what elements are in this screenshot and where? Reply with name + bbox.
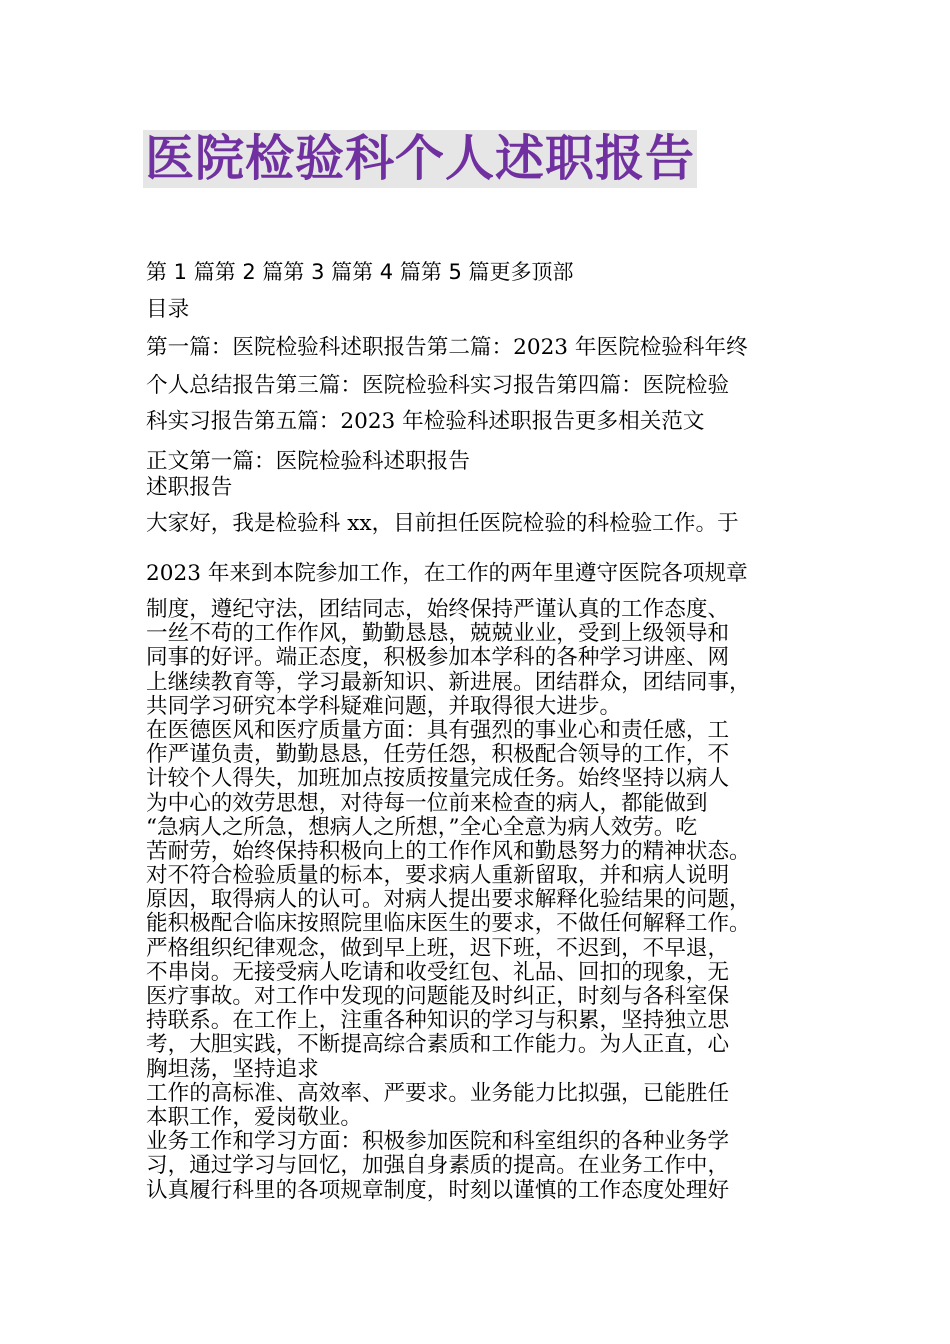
body-line: 共同学习研究本学科疑难问题，并取得很大进步。 — [146, 693, 622, 719]
body-line: 同事的好评。端正态度，积极参加本学科的各种学习讲座、网 — [146, 645, 730, 671]
body-line: 原因，取得病人的认可。对病人提出要求解释化验结果的问题， — [146, 887, 751, 913]
document-title: 医院检验科个人述职报告 — [145, 130, 696, 187]
body-line: 在医德医风和医疗质量方面：具有强烈的事业心和责任感，工 — [146, 717, 730, 743]
body-line: 持联系。在工作上，注重各种知识的学习与积累，坚持独立思 — [146, 1008, 730, 1034]
toc-line-1: 第一篇：医院检验科述职报告第二篇：2023 年医院检验科年终 — [146, 335, 748, 360]
body-line: 一丝不苟的工作作风，勤勤恳恳，兢兢业业，受到上级领导和 — [146, 621, 730, 647]
body-line: 习，通过学习与回忆，加强自身素质的提高。在业务工作中， — [146, 1153, 730, 1179]
report-body — [146, 598, 826, 1203]
body-line: 严格组织纪律观念，做到早上班，迟下班，不迟到，不早退， — [146, 935, 730, 961]
body-line: 胸坦荡，坚持追求 — [146, 1056, 319, 1082]
body-line: 制度，遵纪守法，团结同志，始终保持严谨认真的工作态度、 — [146, 597, 730, 622]
title-highlight — [143, 130, 697, 188]
body-line: 能积极配合临床按照院里临床医生的要求，不做任何解释工作。 — [146, 911, 751, 937]
body-line: 认真履行科里的各项规章制度，时刻以谨慎的工作态度处理好 — [146, 1177, 730, 1203]
body-line: 业务工作和学习方面：积极参加医院和科室组织的各种业务学 — [146, 1129, 730, 1155]
body-line: 对不符合检验质量的标本，要求病人重新留取，并和病人说明 — [146, 863, 730, 889]
body-line: 医疗事故。对工作中发现的问题能及时纠正，时刻与各科室保 — [146, 984, 730, 1009]
intro-line-2: 2023 年来到本院参加工作，在工作的两年里遵守医院各项规章 — [146, 561, 748, 586]
toc-line-3: 科实习报告第五篇：2023 年检验科述职报告更多相关范文 — [146, 409, 705, 434]
report-heading: 述职报告 — [146, 475, 233, 500]
body-line: 不串岗。无接受病人吃请和收受红包、礼品、回扣的现象，无 — [146, 959, 730, 985]
body-line: 苦耐劳，始终保持积极向上的工作作风和勤恳努力的精神状态。 — [146, 838, 751, 864]
body-line: 考，大胆实践，不断提高综合素质和工作能力。为人正直，心 — [146, 1032, 730, 1058]
body-line: 上继续教育等，学习最新知识、新进展。团结群众，团结同事， — [146, 669, 751, 695]
section-heading: 正文第一篇：医院检验科述职报告 — [146, 449, 470, 474]
body-line: “急病人之所急，想病人之所想，”全心全意为病人效劳。吃 — [146, 814, 698, 840]
body-line: 工作的高标准、高效率、严要求。业务能力比拟强，已能胜任 — [146, 1080, 730, 1106]
body-line: 本职工作，爱岗敬业。 — [146, 1104, 362, 1130]
body-line: 为中心的效劳思想，对待每一位前来检查的病人，都能做到 — [146, 790, 708, 816]
toc-line-2: 个人总结报告第三篇：医院检验科实习报告第四篇：医院检验 — [146, 373, 730, 398]
intro-line-1: 大家好，我是检验科 xx，目前担任医院检验的科检验工作。于 — [146, 511, 739, 536]
toc-heading: 目录 — [146, 297, 190, 322]
article-nav-links[interactable]: 第 1 篇第 2 篇第 3 篇第 4 篇第 5 篇更多顶部 — [146, 260, 574, 284]
body-line: 作严谨负责，勤勤恳恳，任劳任怨，积极配合领导的工作，不 — [146, 742, 730, 768]
body-line: 计较个人得失，加班加点按质按量完成任务。始终坚持以病人 — [146, 766, 730, 792]
